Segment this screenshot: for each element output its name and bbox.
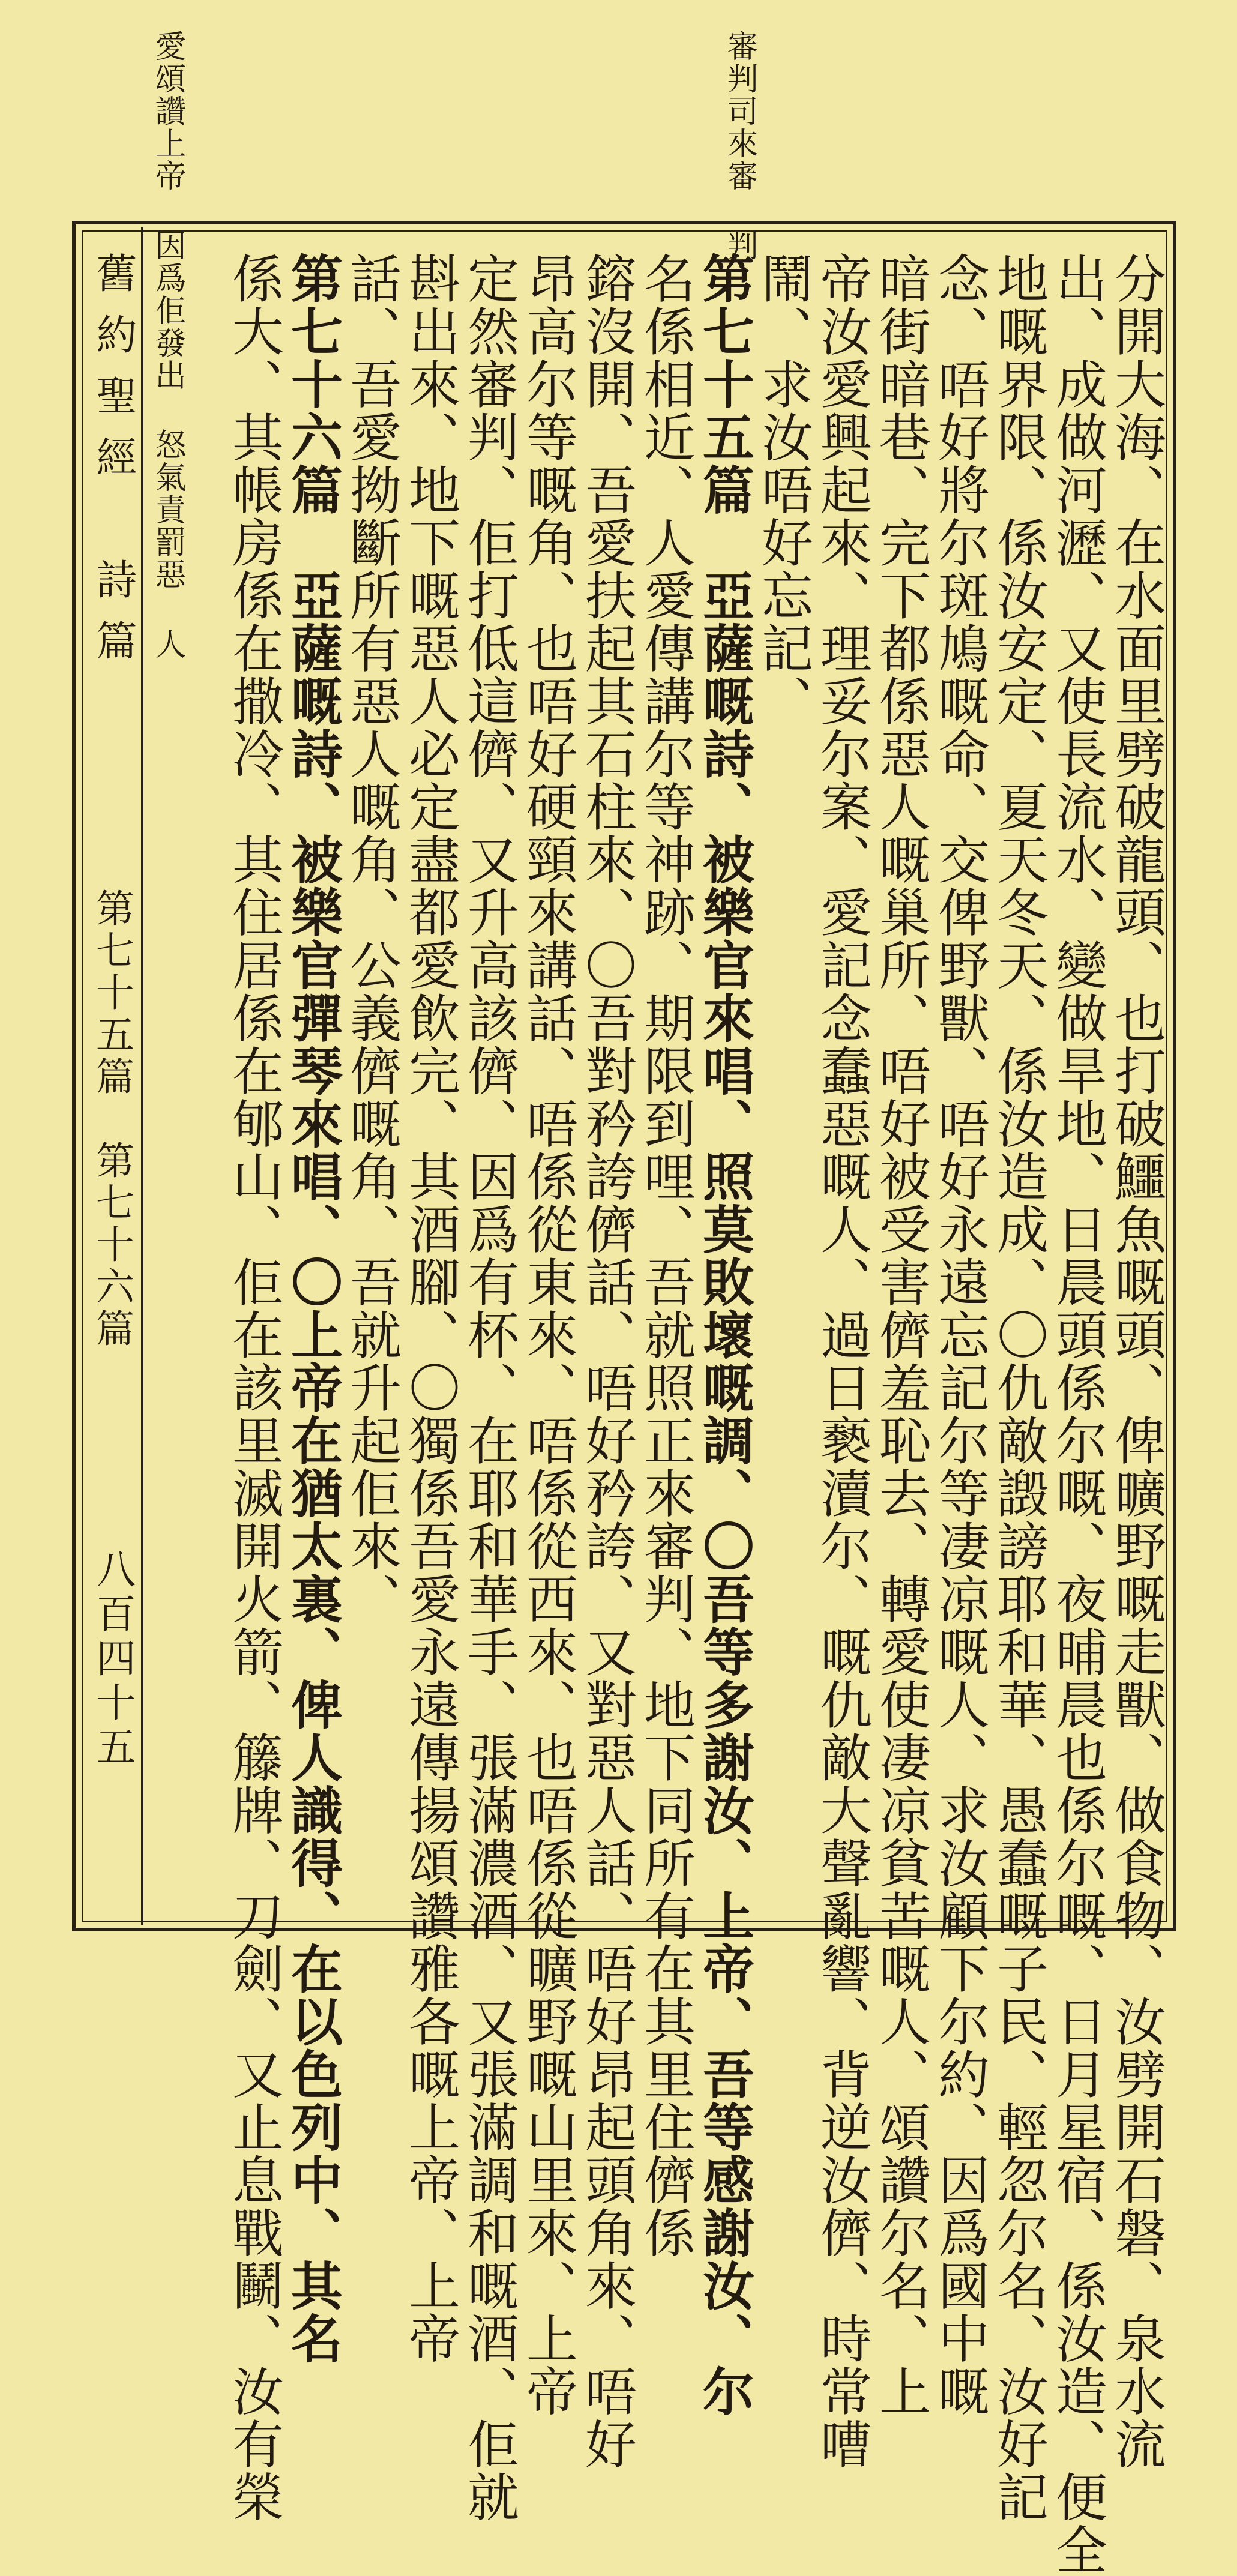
text-column: 鬧、求汝唔好忘記、 (753, 252, 813, 727)
text-column: 鎔沒開、吾愛扶起其石柱來、〇吾對矜誇儕話、唔好矜誇、又對惡人話、唔好昂起頭角來、唔好 (576, 252, 636, 2470)
header-note-left-line: 愛頌讚上帝 (149, 30, 185, 192)
text-column: 地嘅界限、係汝安定、夏天冬天、係汝造成、〇仇敵譭謗耶和華、愚蠢嘅子民、輕忽尔名、汝好記 (988, 252, 1048, 2523)
chapter-75-column: 第七十五篇 亞薩嘅詩、被樂官來唱、照莫敗壞嘅調、〇吾等多謝汝、上帝、吾等感謝汝、尔 (694, 252, 754, 2418)
text-column: 係大、其帳房係在撒冷、其住居係在郇山、佢在該里滅開火箭、籐牌、刀劍、又止息戰鬭、汝有榮 (223, 252, 283, 2523)
text-column: 定然審判、佢打低這儕、又升高該儕、因爲有杯、在耶和華手、張滿濃酒、又張滿調和嘅酒、佢就 (459, 252, 519, 2523)
text-column: 昂高尔等嘅角、也唔好硬頸來講話、唔係從東來、唔係從西來、也唔係從曠野嘅山里來、上帝 (517, 252, 577, 2418)
header-note-right-line: 審判司來審 (721, 30, 757, 192)
scripture-body (223, 252, 1166, 2576)
header-note-left-line: 怒氣責罰惡 (149, 429, 185, 591)
header-note-left-line: 因爲佢發出 (149, 229, 185, 391)
text-column: 出、成做河瀝、又使長流水、變做旱地、日晨頭係尔嘅、夜晡晨也係尔嘅、日月星宿、係汝造、便全 (1047, 252, 1107, 2576)
text-column: 念、唔好將尔斑鳩嘅命、交俾野獸、唔好永遠忘記尔等凄凉嘅人、求汝顧下尔約、因爲國中嘅 (929, 252, 989, 2418)
chapter-76-column: 第七十六篇 亞薩嘅詩、被樂官彈琴來唱、〇上帝在猶太裏、俾人識得、在以色列中、其名 (282, 252, 343, 2365)
chapter-range: 第七十五篇 第七十六篇 (89, 888, 134, 1350)
text-column: 暗街暗巷、完下都係惡人嘅巢所、唔好被受害儕羞恥去、轉愛使凄凉貧苦嘅人、頌讚尔名、上 (870, 252, 930, 2418)
header-note-left-line: 人 (149, 628, 185, 660)
page-number: 八百四十五 (89, 1548, 136, 1771)
text-column: 帝汝愛興起來、理妥尔案、愛記念蠢惡嘅人、過日褻瀆尔、嘅仇敵大聲亂響、背逆汝儕、時常嘈 (811, 252, 871, 2470)
text-column: 分開大海、在水面里劈破龍頭、也打破鱷魚嘅頭、俾曠野嘅走獸、做食物、汝劈開石磐、泉水流 (1106, 252, 1166, 2470)
book-title: 舊約聖經 詩篇 (89, 252, 137, 681)
text-column: 話、吾愛拗斷所有惡人嘅角、公義儕嘅角、吾就升起佢來、 (341, 252, 401, 1625)
header-note-right-line: 判 (721, 229, 757, 262)
text-column: 名係相近、人愛傳講尔等神跡、期限到哩、吾就照正來審判、地下同所有在其里住儕係 (635, 252, 695, 2259)
text-column: 斟出來、地下嘅惡人必定盡都愛飲完、其酒腳、〇獨係吾愛永遠傳揚頌讚雅各嘅上帝、上帝 (400, 252, 460, 2365)
